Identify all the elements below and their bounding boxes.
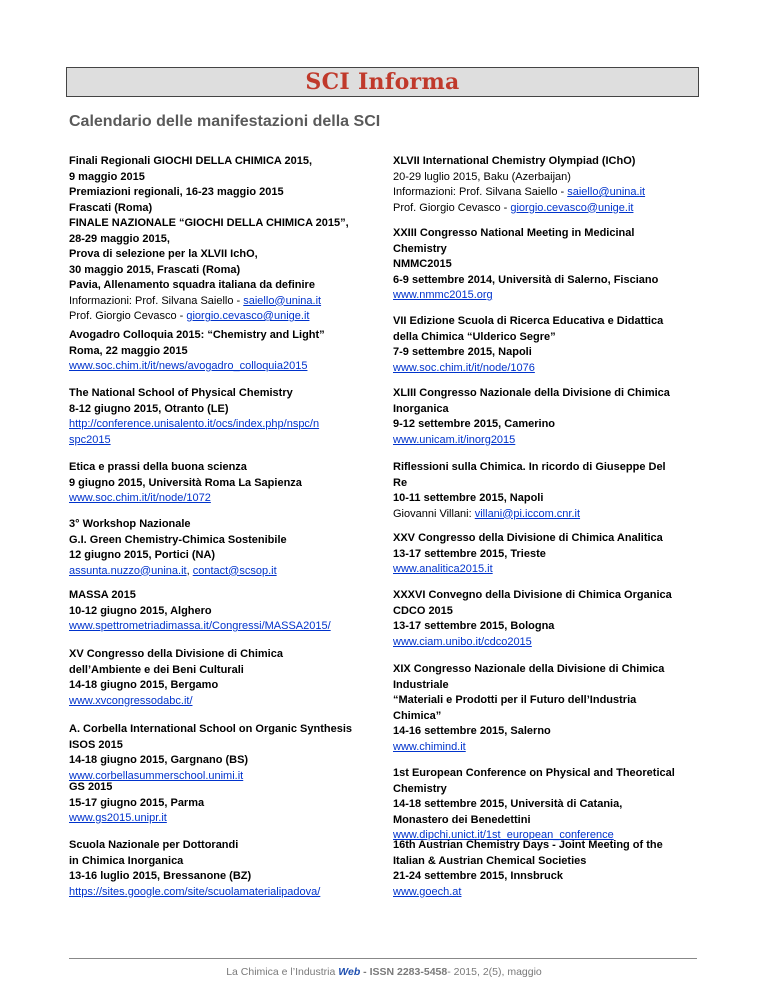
event-heading-line	[393, 417, 693, 433]
event-text: Prova di selezione per la XLVII IchO,	[69, 248, 258, 260]
event-link-line	[393, 433, 693, 449]
event-link[interactable]: https://sites.google.com/site/scuolamaterialipadova/	[69, 885, 321, 898]
event-text: 10-12 giugno 2015, Alghero	[69, 604, 212, 617]
event-link-line	[69, 811, 369, 827]
left-event-9	[69, 780, 369, 827]
event-heading-line	[393, 813, 693, 829]
event-text: XIX Congresso Nazionale della Divisione di Chimica	[393, 663, 665, 675]
event-heading-line	[393, 345, 693, 361]
event-heading-line	[393, 531, 693, 547]
event-link[interactable]: www.spettrometriadimassa.it/Congressi/MASSA2015/	[69, 620, 331, 632]
email-link[interactable]: villani@pi.iccom.cnr.it	[474, 507, 581, 520]
event-heading-line	[393, 693, 693, 709]
event-heading-line	[393, 797, 693, 813]
event-text: 3° Workshop Nazionale	[69, 518, 191, 530]
event-text: 30 maggio 2015, Frascati (Roma)	[69, 263, 241, 276]
event-text: “Materiali e Prodotti per il Futuro dell’Industria	[393, 694, 637, 706]
event-text: Pavia, Allenamento squadra italiana da definire	[69, 279, 315, 291]
event-text: 9-12 settembre 2015, Camerino	[393, 418, 556, 430]
event-heading-line	[393, 402, 693, 418]
event-text: 9 giugno 2015, Università Roma La Sapienza	[69, 476, 302, 489]
event-link[interactable]: www.soc.chim.it/it/node/1076	[393, 361, 535, 374]
event-heading-line	[69, 263, 369, 279]
event-text: in Chimica Inorganica	[69, 854, 184, 867]
event-link[interactable]: www.soc.chim.it/it/node/1072	[69, 492, 211, 504]
event-text: Re	[393, 476, 408, 489]
event-link[interactable]: www.analitica2015.it	[393, 563, 493, 575]
right-event-8	[393, 662, 693, 755]
event-text: 14-18 giugno 2015, Bergamo	[69, 679, 219, 691]
event-link[interactable]: www.xvcongressodabc.it/	[69, 694, 193, 707]
event-info-line	[393, 185, 693, 201]
event-text: A. Corbella International School on Organic Synthesis	[69, 723, 352, 735]
event-text: dell’Ambiente e dei Beni Culturali	[69, 663, 244, 676]
event-link[interactable]: www.gs2015.unipr.it	[69, 812, 167, 824]
event-text: Roma, 22 maggio 2015	[69, 344, 188, 357]
event-text: XXIII Congresso National Meeting in Medicinal	[393, 227, 635, 239]
event-text: 14-18 settembre 2015, Università di Catania,	[393, 798, 623, 810]
event-heading-line	[69, 854, 369, 870]
event-link[interactable]: assunta.nuzzo@unina.it	[69, 564, 187, 577]
event-text: GS 2015	[69, 781, 113, 793]
event-heading-line	[393, 662, 693, 678]
event-heading-line	[69, 386, 369, 402]
right-event-7	[393, 588, 693, 650]
event-heading-line	[393, 766, 693, 782]
event-text: CDCO 2015	[393, 604, 453, 617]
event-heading-line	[393, 386, 693, 402]
event-text: Prof. Giorgio Cevasco -	[69, 310, 187, 322]
left-event-3	[69, 386, 369, 448]
event-heading-line	[69, 247, 369, 263]
event-link-line	[69, 359, 369, 375]
event-text: Inorganica	[393, 402, 449, 415]
event-heading-line	[393, 678, 693, 694]
left-event-10	[69, 838, 369, 900]
right-event-10	[393, 838, 693, 900]
event-heading-line	[69, 604, 369, 620]
event-heading-line	[393, 604, 693, 620]
right-event-9	[393, 766, 693, 844]
right-event-6	[393, 531, 693, 578]
event-text: G.I. Green Chemistry-Chimica Sostenibile	[69, 533, 287, 546]
event-heading-line	[393, 547, 693, 563]
event-link[interactable]: spc2015	[69, 433, 111, 446]
event-heading-line	[69, 216, 369, 232]
event-heading-line	[69, 548, 369, 564]
event-link-line	[393, 562, 693, 578]
event-text: 16th Austrian Chemistry Days - Joint Meeting of the	[393, 839, 663, 851]
event-link[interactable]: contact@scsop.it	[192, 564, 277, 577]
event-heading-line	[69, 344, 369, 360]
event-heading-line	[69, 533, 369, 549]
event-text: Riflessioni sulla Chimica. In ricordo di Giuseppe Del	[393, 461, 666, 473]
event-link-line	[69, 433, 369, 449]
sci-informa-banner	[66, 67, 699, 97]
event-heading-line	[393, 838, 693, 854]
event-heading-line	[393, 476, 693, 492]
event-heading-line	[393, 724, 693, 740]
footer-issue: - 2015, 2(5), maggio	[447, 966, 542, 978]
left-event-4	[69, 460, 369, 507]
event-heading-line	[69, 476, 369, 492]
event-text: 12 giugno 2015, Portici (NA)	[69, 549, 216, 561]
event-info-line	[69, 294, 369, 310]
event-heading-line	[393, 709, 693, 725]
event-link-line	[69, 694, 369, 710]
right-event-2	[393, 226, 693, 304]
event-heading-line	[69, 678, 369, 694]
email-link[interactable]: giorgio.cevasco@unige.it	[510, 201, 634, 214]
event-text: Chemistry	[393, 782, 447, 795]
event-text: 10-11 settembre 2015, Napoli	[393, 492, 544, 504]
event-heading-line	[393, 869, 693, 885]
event-heading-line	[69, 588, 369, 604]
event-heading-line	[69, 402, 369, 418]
event-link[interactable]: http://conference.unisalento.it/ocs/index.php/nspc/n	[69, 418, 320, 430]
event-heading-line	[69, 796, 369, 812]
event-heading-line	[393, 460, 693, 476]
event-heading-line	[393, 242, 693, 258]
event-link[interactable]: www.nmmc2015.org	[393, 289, 493, 301]
event-link-line	[69, 564, 369, 580]
event-link-line	[393, 885, 693, 901]
right-event-1	[393, 154, 693, 216]
event-heading-line	[393, 782, 693, 798]
event-link[interactable]: www.soc.chim.it/it/news/avogadro_colloquia2015	[69, 360, 308, 372]
event-text: 15-17 giugno 2015, Parma	[69, 796, 205, 809]
event-text: Industriale	[393, 678, 449, 691]
left-event-7	[69, 647, 369, 709]
event-info-line	[393, 170, 693, 186]
link-separator: ,	[186, 564, 193, 577]
event-heading-line	[69, 838, 369, 854]
event-heading-line	[69, 780, 369, 796]
event-text: FINALE NAZIONALE “GIOCHI DELLA CHIMICA 2015”,	[69, 217, 349, 229]
event-text: 14-16 settembre 2015, Salerno	[393, 725, 551, 737]
event-heading-line	[393, 273, 693, 289]
event-heading-line	[69, 154, 369, 170]
event-text: XLIII Congresso Nazionale della Divisione di Chimica	[393, 387, 670, 399]
event-link-line	[69, 491, 369, 507]
event-info-line	[393, 507, 693, 523]
event-text: Frascati (Roma)	[69, 201, 153, 214]
event-text: Monastero dei Benedettini	[393, 813, 531, 826]
event-text: 13-16 luglio 2015, Bressanone (BZ)	[69, 870, 252, 882]
event-heading-line	[393, 226, 693, 242]
event-text: Informazioni: Prof. Silvana Saiello -	[393, 186, 568, 198]
event-heading-line	[69, 201, 369, 217]
event-heading-line	[393, 314, 693, 330]
event-heading-line	[69, 517, 369, 533]
event-info-line	[393, 201, 693, 217]
event-text: 8-12 giugno 2015, Otranto (LE)	[69, 402, 229, 415]
event-text: 20-29 luglio 2015, Baku (Azerbaijan)	[393, 170, 571, 183]
event-text: XLVII International Chemistry Olympiad (IChO)	[393, 155, 636, 167]
footer-divider	[69, 958, 697, 959]
event-text: 13-17 settembre 2015, Bologna	[393, 620, 555, 632]
event-text: 14-18 giugno 2015, Gargnano (BS)	[69, 754, 249, 766]
event-link-line	[393, 740, 693, 756]
event-heading-line	[69, 232, 369, 248]
event-text: ISOS 2015	[69, 738, 123, 751]
banner-title: SCI Informa	[305, 69, 460, 95]
event-text: 28-29 maggio 2015,	[69, 232, 170, 245]
event-heading-line	[393, 619, 693, 635]
event-link[interactable]: www.corbellasummerschool.unimi.it	[69, 769, 244, 782]
event-heading-line	[393, 330, 693, 346]
left-event-2	[69, 328, 369, 375]
event-text: Avogadro Colloquia 2015: “Chemistry and Light”	[69, 329, 325, 341]
event-text: Scuola Nazionale per Dottorandi	[69, 839, 239, 851]
event-text: XXXVI Convegno della Divisione di Chimica Organica	[393, 589, 672, 601]
event-text: Prof. Giorgio Cevasco -	[393, 201, 511, 214]
event-text: Informazioni: Prof. Silvana Saiello -	[69, 294, 244, 307]
email-link[interactable]: giorgio.cevasco@unige.it	[186, 310, 310, 322]
event-text: 1st European Conference on Physical and Theoretical	[393, 767, 675, 779]
event-text: della Chimica “Ulderico Segre”	[393, 330, 556, 343]
event-text: Italian & Austrian Chemical Societies	[393, 854, 587, 867]
event-heading-line	[69, 869, 369, 885]
left-event-1	[69, 154, 369, 325]
event-link[interactable]: www.dipchi.unict.it/1st_european_conference	[393, 829, 614, 841]
event-text: The National School of Physical Chemistry	[69, 387, 293, 399]
event-text: Finali Regionali GIOCHI DELLA CHIMICA 2015,	[69, 155, 313, 167]
event-text: 21-24 settembre 2015, Innsbruck	[393, 870, 563, 882]
right-event-5	[393, 460, 693, 522]
event-text: XV Congresso della Divisione di Chimica	[69, 648, 283, 660]
event-text: Giovanni Villani:	[393, 507, 475, 520]
event-heading-line	[393, 257, 693, 273]
event-text: MASSA 2015	[69, 589, 136, 601]
left-event-5	[69, 517, 369, 579]
event-link-line	[69, 885, 369, 901]
event-text: 6-9 settembre 2014, Università di Salerno, Fisciano	[393, 273, 659, 286]
event-text: Premiazioni regionali, 16-23 maggio 2015	[69, 186, 284, 198]
event-heading-line	[69, 738, 369, 754]
event-heading-line	[69, 170, 369, 186]
event-heading-line	[69, 460, 369, 476]
event-text: Chemistry	[393, 242, 447, 255]
event-heading-line	[393, 154, 693, 170]
event-link-line	[69, 619, 369, 635]
event-info-line	[69, 309, 369, 325]
event-link[interactable]: www.unicam.it/inorg2015	[393, 433, 516, 446]
event-heading-line	[69, 278, 369, 294]
event-heading-line	[69, 328, 369, 344]
left-event-6	[69, 588, 369, 635]
event-text: NMMC2015	[393, 258, 452, 270]
event-heading-line	[69, 753, 369, 769]
event-link-line	[393, 288, 693, 304]
right-event-4	[393, 386, 693, 448]
event-link[interactable]: www.ciam.unibo.it/cdco2015	[393, 635, 532, 648]
event-text: 9 maggio 2015	[69, 170, 145, 183]
event-link[interactable]: www.chimind.it	[393, 740, 466, 753]
event-heading-line	[393, 491, 693, 507]
event-link-line	[393, 635, 693, 651]
event-heading-line	[69, 722, 369, 738]
event-text: 7-9 settembre 2015, Napoli	[393, 346, 532, 358]
event-text: Chimica”	[393, 709, 442, 722]
event-link-line	[393, 361, 693, 377]
event-link[interactable]: www.goech.at	[393, 885, 462, 898]
calendar-title: Calendario delle manifestazioni della SCI	[69, 113, 381, 130]
footer-publication: La Chimica e l’Industria	[226, 966, 339, 978]
email-link[interactable]: saiello@unina.it	[567, 186, 646, 198]
event-text: VII Edizione Scuola di Ricerca Educativa e Didattica	[393, 315, 664, 327]
event-link-line	[69, 417, 369, 433]
event-text: 13-17 settembre 2015, Trieste	[393, 547, 546, 560]
page-footer	[0, 966, 768, 978]
right-event-3	[393, 314, 693, 376]
left-event-8	[69, 722, 369, 784]
event-heading-line	[69, 185, 369, 201]
event-heading-line	[393, 854, 693, 870]
email-link[interactable]: saiello@unina.it	[243, 294, 322, 307]
event-heading-line	[69, 647, 369, 663]
footer-web-label: Web	[338, 966, 361, 978]
event-heading-line	[393, 588, 693, 604]
event-heading-line	[69, 663, 369, 679]
event-text: Etica e prassi della buona scienza	[69, 461, 247, 473]
event-text: XXV Congresso della Divisione di Chimica Analitica	[393, 532, 663, 544]
footer-issn: - ISSN 2283-5458	[360, 966, 448, 978]
